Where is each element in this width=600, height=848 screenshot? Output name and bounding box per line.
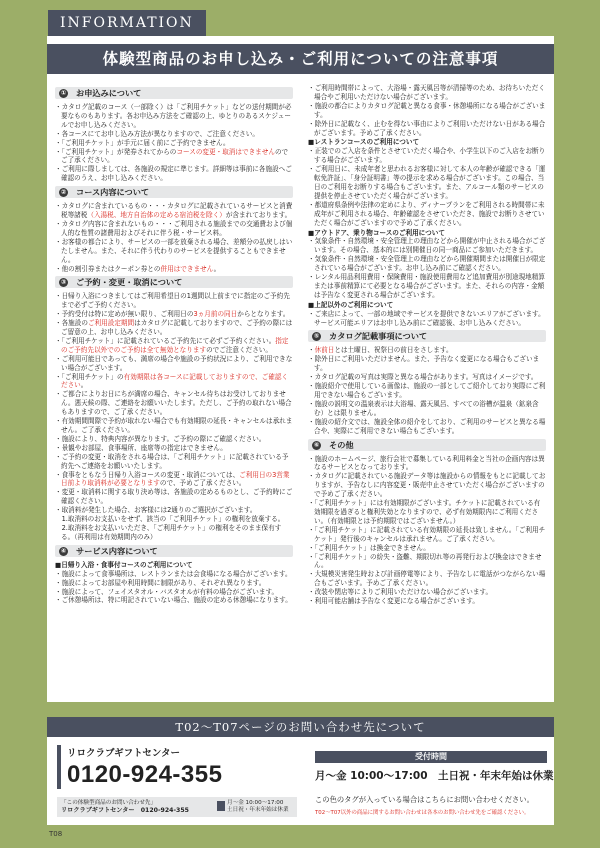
section-number: ① xyxy=(60,89,67,97)
section-title: サービス内容について xyxy=(76,545,158,556)
notice-text: ・予約受付は特に定めが無い限り、ご利用日の xyxy=(55,310,194,319)
notice-item: ・カタログ記載のコース（一部除く）は「ご利用チケット」などの送付期間が必要なものもあります。各お申込み方法をご確認の上、ゆとりのあるスケジュールでお申し込みください。 xyxy=(55,103,292,129)
notice-item: ・気象条件・自然環境・安全管理上の理由などから開催が中止される場合がございます。その場合、基本的には別開催日の同一商品にご参加いただきます。 xyxy=(308,237,546,255)
section-heading xyxy=(55,87,293,99)
notice-item xyxy=(55,319,293,337)
information-tab: INFORMATION xyxy=(48,10,206,36)
section-title: コース内容について xyxy=(76,187,150,198)
contact-info xyxy=(57,745,317,789)
notice-item: ・施設の説明文の温泉表示は大浴場、露天風呂、すべての浴槽が温泉（鉱泉含む）とは限りません。 xyxy=(308,399,539,417)
contact-title: T02〜T07ページのお問い合わせ先について xyxy=(47,717,554,737)
notice-item: ・ご利用可能日であっても、満席の場合や施設の予約状況により、ご利用できない場合がございます。 xyxy=(55,354,293,372)
notice-item xyxy=(55,373,293,391)
notice-item xyxy=(55,148,293,166)
notice-text: 。 xyxy=(80,381,88,390)
notice-item: ・施設によって食事場所は、レストランまたは会食場になる場合がございます。 xyxy=(55,569,292,578)
notice-emphasis: 併用はできません xyxy=(160,264,214,273)
notice-item: ・景観やお部屋、食事場所、座席等の指定はできません。 xyxy=(55,443,227,452)
notice-text: はカタログに記載しておりますので、ご予約の際にはご留意の上、お申し込みください。 xyxy=(61,319,293,337)
notice-emphasis: ご利用設定期間 xyxy=(87,319,135,328)
tag-note xyxy=(315,795,547,816)
notice-item xyxy=(55,265,293,274)
notice-item: ・カタログ内容に含まれないもの・・・ご利用される施設までの交通費および個人的な性質の諸費用およびそれに伴う税・サービス料。 xyxy=(55,219,293,237)
notice-item: ・ご都合によりお日にちが満席の場合、キャンセル待ちはお受けしておりません。悪天候の際、ご連絡をお願いいたします。ただし、ご予約の取れない場合もありますので、ご了承ください。 xyxy=(55,390,292,417)
notice-text: ・「ご利用チケット」に記載されているご予約先にて必ずご予約ください。 xyxy=(55,336,276,345)
notice-text: ・カタログに含まれているもの・・・カタログに記載されているサービスと消費税等諸税 xyxy=(55,202,293,220)
notice-emphasis: 休前日 xyxy=(314,346,335,355)
notice-emphasis: （入湯税、地方自治体の定める宿泊税を除く） xyxy=(87,211,226,220)
page-title: 体験型商品のお申し込み・ご利用についての注意事項 xyxy=(47,44,554,74)
section-heading xyxy=(308,330,546,342)
contact-phone[interactable]: 0120-924-355 xyxy=(67,761,223,788)
tag-sample-line1: 「この体験型商品のお問い合わせ先」 xyxy=(61,800,157,806)
notice-text: ・「ご利用チケット」の xyxy=(55,372,124,381)
page-number: T08 xyxy=(49,830,63,838)
notice-item: ・取消料が発生した場合、お客様には2通りのご選択がございます。 xyxy=(55,506,257,515)
notice-item: ・施設のホームページ、旅行会社で募集している利用料金と当社の企画内容は異なるサービスとなっております。 xyxy=(308,454,545,472)
notice-text: ので、予めご了承ください。 xyxy=(159,479,246,488)
notice-item: ・カタログに記載されている施設データ等は施設からの情報をもとに記載しておりますが、予告なしに内容変更・販売中止させていただく場合がございますので予めご了承ください。 xyxy=(308,472,546,499)
hours-label: 受付時間 xyxy=(315,751,547,763)
section-number: ⑤ xyxy=(313,332,320,341)
notice-item: ・気象条件・自然環境・安全管理上の理由などから開催期間または開催日が限定されている場合がございます。お申し込み前にご確認ください。 xyxy=(308,255,546,273)
notice-item: ・ご来店によって、一部の地域でサービスを提供できないエリアがございます。サービス可能エリアはお申し込み前にご確認後、お申し込みください。 xyxy=(308,309,545,327)
tag-note-text: この色のタグが入っている場合はこちらにお問い合わせください。 xyxy=(315,795,534,804)
right-column xyxy=(308,84,546,606)
notice-item: ・日帰り入浴につきましてはご利用希望日の1週間以上前までに指定のご予約先まで必ずご予約ください。 xyxy=(55,292,290,310)
notice-item xyxy=(55,471,293,489)
tag-sample-hours xyxy=(227,800,289,814)
notice-emphasis: 有効期限は各コースに記載しておりますので、ご確認ください xyxy=(61,372,289,390)
notice-text: が含まれております。 xyxy=(225,211,292,220)
notice-item: ・利用可能店舗は予告なく変更になる場合がございます。 xyxy=(308,597,479,606)
notice-text: のでご注意ください。 xyxy=(206,345,272,354)
notice-item: ・カタログ記載の写真は実際と異なる場合があります。写真はイメージです。 xyxy=(308,373,538,382)
hours-closed: 土日祝・年末年始は休業 xyxy=(438,770,554,782)
notice-item: ・レンタル用品利用費用・保険費用・施設使用費用など追加費用が別途現地精算または事前精算にて必要となる場合がございます。また、それらの内容・金額は予告なく変更される場合がございます。 xyxy=(308,273,545,299)
subheading: ■日帰り入浴・食事付コースのご利用について xyxy=(55,560,193,569)
section-number: ⑥ xyxy=(313,440,320,449)
notice-panel xyxy=(47,36,554,702)
hours-text xyxy=(315,768,554,783)
section-title: カタログ記載事項について xyxy=(329,331,428,342)
notice-text: 。 xyxy=(213,264,221,273)
section-number: ③ xyxy=(60,278,67,287)
subheading: ■レストランコースのご利用について xyxy=(308,138,420,147)
notice-text: ・「ご利用チケット」が発券されてからの xyxy=(55,147,177,156)
notice-item: ・「ご利用チケット」には有効期限がございます。チケットに記載されている有効期限を過ぎると権利失効となりますので、必ず有効期限内にご利用ください。（有効期限とは予約期限ではございません。） xyxy=(308,499,541,525)
tag-sample-text xyxy=(61,800,189,814)
notice-item: ・施設によって、フェイスタオル・バスタオルが有料の場合がございます。 xyxy=(55,587,279,596)
notice-item: ・除外日に記載なく、止むを得ない事由によりご利用いただけない日がある場合がございます。予めご了承ください。 xyxy=(308,119,546,137)
clock-icon xyxy=(217,801,225,811)
section-number: ④ xyxy=(60,546,67,555)
business-hours xyxy=(315,751,554,783)
subheading: ■上記以外のご利用について xyxy=(308,300,394,309)
notice-item: ・施設紹介で使用している画像は、施設の一部としてご紹介しており実際にご利用できない場合もございます。 xyxy=(308,382,546,399)
notice-item: ・「ご利用チケット」の紛失・盗難、期限切れ等の再発行および換金はできません。 xyxy=(308,552,542,570)
section-heading xyxy=(55,186,293,198)
section-title: その他 xyxy=(329,439,354,450)
notice-text: からとなります。 xyxy=(237,310,290,319)
notice-item: ・お客様の都合により、サービスの一部を放棄される場合、差額分の払戻しはいたしません。また、それに伴う代わりのサービスを提供することもできません。 xyxy=(55,237,293,264)
tag-note-red: T02〜T07以外の商品に関するお問い合わせは各本のお問い合わせ先をご確認ください。 xyxy=(315,810,530,816)
notice-item xyxy=(55,337,293,355)
notice-item xyxy=(55,202,293,220)
notice-item: ・施設の紹介文では、施設全体の紹介をしており、ご利用のサービスと異なる場合や、実際にご利用できない場合もございます。 xyxy=(308,417,546,435)
notice-text: ・他の割引券またはクーポン券との xyxy=(55,264,161,273)
notice-item: ・各コースにてお申し込み方法が異なりますので、ご注意ください。 xyxy=(55,129,259,138)
notice-item: ・改装や閉店等によりご利用いただけない場合がございます。 xyxy=(308,588,493,597)
notice-text: のでご了承ください。 xyxy=(61,147,289,165)
section-title: お申込みについて xyxy=(76,88,142,98)
notice-item: ・大規模災害発生時および計画停電等により、予告なしに電話がつながらない場合もございます。予めご了承ください。 xyxy=(308,570,546,588)
notice-item: ・施設の都合によりカタログ記載と異なる食事・休憩場所になる場合がございます。 xyxy=(308,101,546,119)
notice-emphasis: 指定のご予約先以外でのご予約は全て無効となります xyxy=(61,336,289,354)
contact-name: リロクラブギフトセンター xyxy=(67,748,180,759)
section-title: ご予約・変更・取消について xyxy=(76,277,183,288)
contact-box xyxy=(47,737,554,825)
left-column xyxy=(55,84,293,605)
notice-item: ・「ご利用チケット」が手元に届く前にご予約できません。 xyxy=(55,138,230,147)
section-heading xyxy=(55,276,293,288)
notice-item: ・施設により、特典内容が異なります。ご予約の際にご確認ください。 xyxy=(55,434,266,443)
notice-text: ・各施設の xyxy=(55,319,88,328)
notice-item: ・「ご利用チケット」は換金できません。 xyxy=(308,543,430,552)
hours-weekday: 月〜金 10:00〜17:00 xyxy=(315,770,428,782)
tag-sample-line2: リロクラブギフトセンター 0120-924-355 xyxy=(61,807,189,814)
notice-item: ・ご休憩場所は、特に明記されていない場合、施設の定める休憩場になります。 xyxy=(55,596,292,605)
notice-item: ・ご予約の変更・取消をされる場合は、「ご利用チケット」に記載されている予約先へご連絡をお願いいたします。 xyxy=(55,452,289,470)
notice-item: ・ご利用日に、未成年者と思われるお客様に対して本人の年齢が確認できる「運転免許証」、「身分証明書」等の提示を求める場合がございます。この場合、当日のご利用をお断りする場合もございます。また、アルコール類のサービスの提供を停止させていただく場合がございます。 xyxy=(308,165,546,200)
section-heading xyxy=(55,545,293,557)
notice-emphasis: コースの変更・取消はできません xyxy=(176,147,275,156)
notice-item: ・有効期間間際で予約が取れない場合でも有効期限の延長・キャンセルは承れません。ご了承ください。 xyxy=(55,417,293,434)
notice-text: とは土曜日、祝祭日の前日をさします。 xyxy=(334,346,453,355)
notice-item: 1.取消料のお支払いをせず、該当の「ご利用チケット」の権利を放棄する。 xyxy=(55,515,285,524)
section-heading xyxy=(308,439,546,451)
subheading: ■アウトドア、乗り物コースのご利用について xyxy=(308,228,445,237)
notice-item: ・除外日にご利用いただけません。また、予告なく変更になる場合もございます。 xyxy=(308,355,540,373)
notice-emphasis: ご利用日の3営業日前より取消料が必要となります xyxy=(61,470,290,488)
notice-item: 2.取消料をお支払いいただき、「ご利用チケット」の権利をそのまま保有する。（再利用は有効期間内のみ） xyxy=(55,523,282,541)
section-number: ② xyxy=(60,188,67,197)
notice-item: ・施設によってお部屋や利用時間に制限があり、それぞれ異なります。 xyxy=(55,578,266,587)
tag-sample-hours1: 月〜金 10:00〜17:00 xyxy=(227,800,284,806)
notice-item: ・ご利用に際しましては、各施設の規定に準じます。詳細等は事前に各施設へご確認のうえ、お申し込みください。 xyxy=(55,165,292,183)
notice-text: ・ xyxy=(308,346,315,355)
notice-item: ・「ご利用チケット」に記載されている有効期限の延長は致しません。「ご利用チケット」発行後のキャンセルは承れません。ご了承ください。 xyxy=(308,525,546,543)
notice-item: ・都道府県条例や法律の定めにより、ディナープランをご利用される時間帯に未成年がご利用される場合、年齢確認をさせていただき、施設でお断りさせていただく場合がございますので予めご了承ください。 xyxy=(308,200,545,227)
notice-item: ・正装でのご入店を条件とさせていただく場合や、小学生以下のご入店をお断りする場合がございます。 xyxy=(308,147,546,165)
tag-sample-hours2: 土日祝・年末年始は休業 xyxy=(227,807,289,813)
notice-item: ・ご利用時間帯によって、大浴場・露天風呂等が清掃等のため、お待ちいただく場合やご利用いただけない場合がございます。 xyxy=(308,84,545,101)
notice-emphasis: 3ヵ月前の同日 xyxy=(193,310,238,319)
contact-tag-sample xyxy=(57,797,297,817)
notice-item xyxy=(55,310,293,319)
notice-item: ・変更・取消料に関する取り決め等は、各施設の定めるものとし、ご予約時にご確認ください。 xyxy=(55,488,293,506)
notice-text: ・食事をともなう日帰り入浴コースの変更・取消については、 xyxy=(55,470,240,479)
